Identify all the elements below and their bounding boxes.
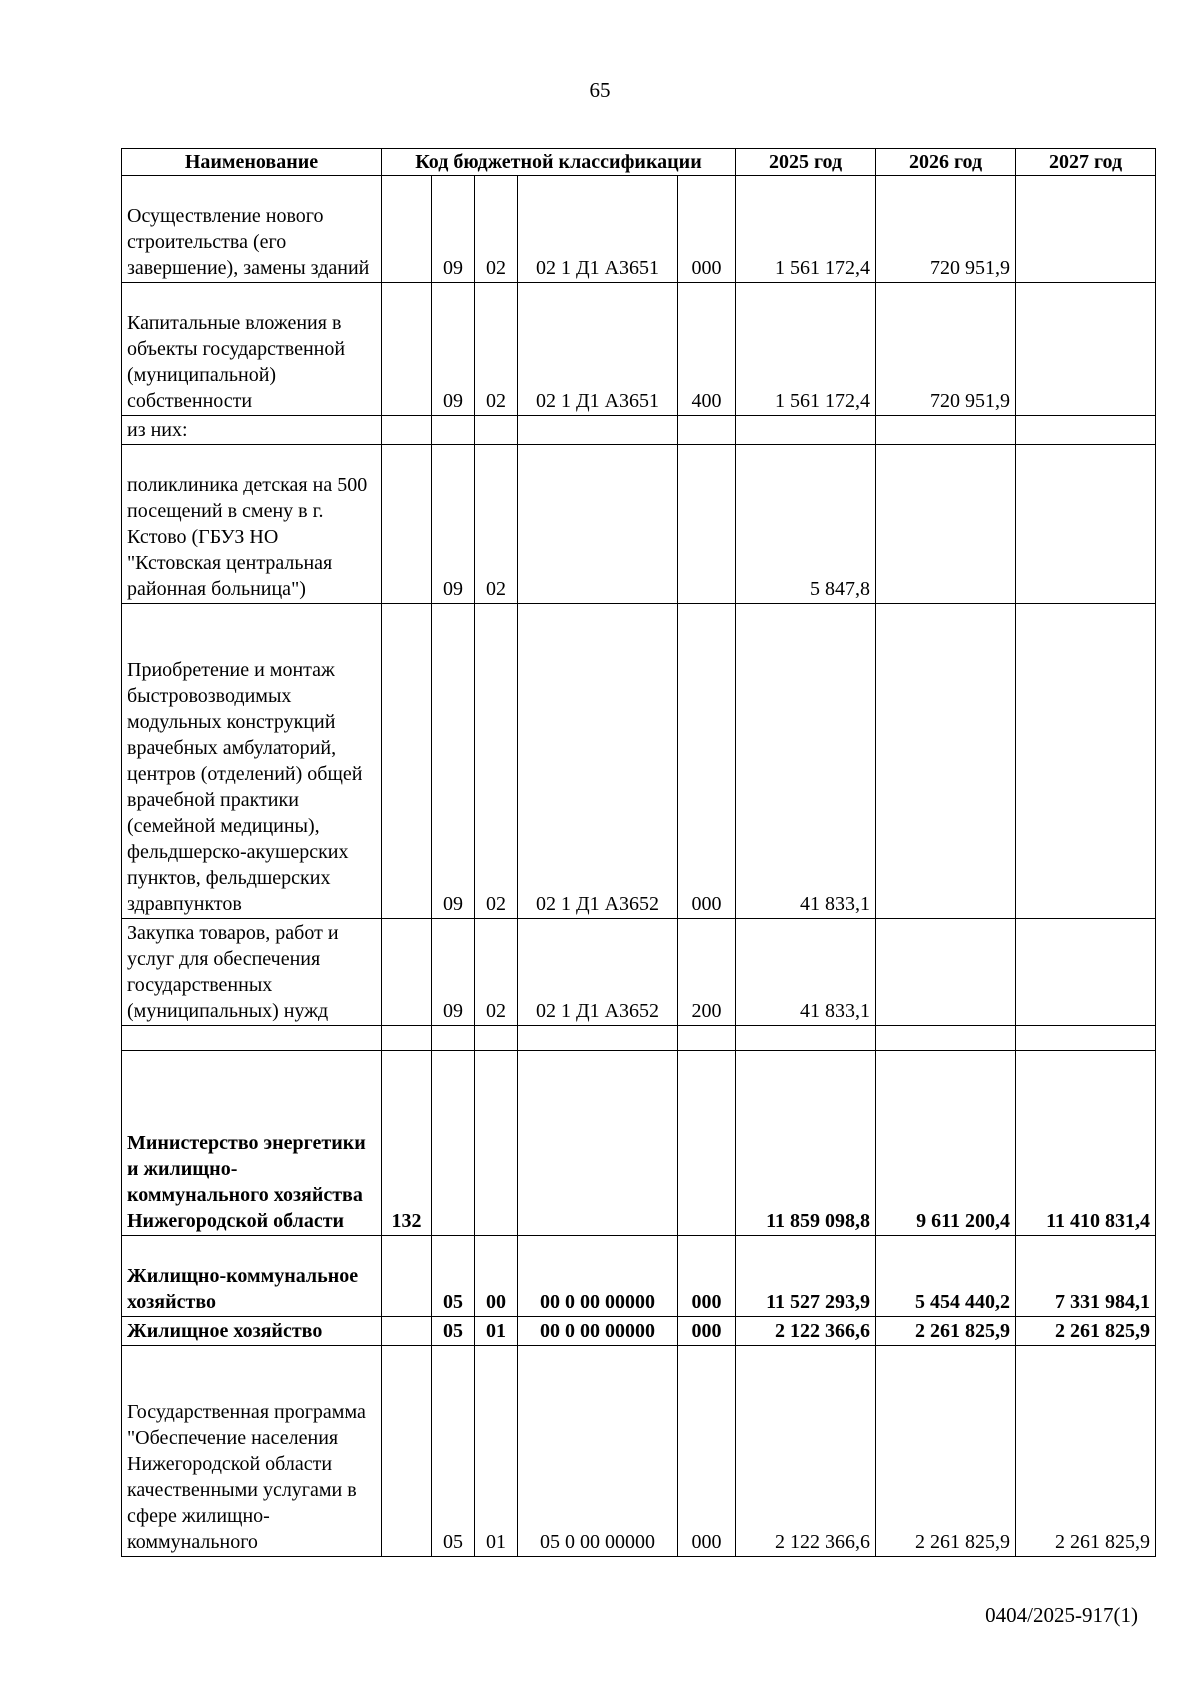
row-subsection: 02 xyxy=(475,445,518,604)
row-name xyxy=(122,1026,382,1051)
table-row xyxy=(122,1236,1156,1317)
row-2026: 2 261 825,9 xyxy=(876,1346,1016,1557)
row-type: 000 xyxy=(678,604,736,919)
row-2027: 11 410 831,4 xyxy=(1016,1051,1156,1236)
row-section: 09 xyxy=(432,283,475,416)
table-row xyxy=(122,176,1156,283)
row-ministry xyxy=(382,919,432,1026)
row-section: 05 xyxy=(432,1346,475,1557)
row-target: 02 1 Д1 А3651 xyxy=(518,283,678,416)
row-2026 xyxy=(876,919,1016,1026)
table-row xyxy=(122,416,1156,445)
row-subsection: 01 xyxy=(475,1346,518,1557)
row-section: 09 xyxy=(432,604,475,919)
row-type xyxy=(678,1051,736,1236)
row-target: 02 1 Д1 А3652 xyxy=(518,919,678,1026)
row-ministry xyxy=(382,283,432,416)
row-ministry xyxy=(382,1317,432,1346)
row-target: 02 1 Д1 А3652 xyxy=(518,604,678,919)
row-subsection xyxy=(475,1026,518,1051)
row-name: Закупка товаров, работ и услуг для обеспечения государственных (муниципальных) нужд xyxy=(122,919,382,1026)
row-2025: 11 527 293,9 xyxy=(736,1236,876,1317)
row-target xyxy=(518,1026,678,1051)
row-2025: 1 561 172,4 xyxy=(736,283,876,416)
page-number: 65 xyxy=(589,78,611,102)
row-type: 000 xyxy=(678,1346,736,1557)
row-ministry xyxy=(382,445,432,604)
row-2026: 9 611 200,4 xyxy=(876,1051,1016,1236)
row-section: 09 xyxy=(432,445,475,604)
row-ministry xyxy=(382,1236,432,1317)
row-2027 xyxy=(1016,283,1156,416)
row-name: Государственная программа "Обеспечение населения Нижегородской области качественными услугами в сфере жилищно-коммунального xyxy=(122,1346,382,1557)
row-ministry xyxy=(382,176,432,283)
row-section: 09 xyxy=(432,919,475,1026)
row-type: 000 xyxy=(678,1317,736,1346)
row-2027: 7 331 984,1 xyxy=(1016,1236,1156,1317)
budget-table xyxy=(121,148,1156,1557)
row-name: Осуществление нового строительства (его завершение), замены зданий xyxy=(122,176,382,283)
document-number: 0404/2025-917(1) xyxy=(985,1603,1138,1627)
row-name: Приобретение и монтаж быстровозводимых модульных конструкций врачебных амбулаторий, центров (отделений) общей врачебной практики (семейной медицины), фельдшерско-акушерских пунктов, фельдшерских здравпунктов xyxy=(122,604,382,919)
table-row xyxy=(122,919,1156,1026)
table-row xyxy=(122,1051,1156,1236)
row-2026 xyxy=(876,445,1016,604)
row-2027 xyxy=(1016,604,1156,919)
table-row xyxy=(122,445,1156,604)
row-2027 xyxy=(1016,445,1156,604)
row-2026: 5 454 440,2 xyxy=(876,1236,1016,1317)
row-ministry xyxy=(382,1026,432,1051)
header-2025: 2025 год xyxy=(736,149,876,176)
row-2026: 2 261 825,9 xyxy=(876,1317,1016,1346)
row-2025: 11 859 098,8 xyxy=(736,1051,876,1236)
row-subsection: 02 xyxy=(475,176,518,283)
header-2027: 2027 год xyxy=(1016,149,1156,176)
row-subsection: 02 xyxy=(475,919,518,1026)
row-section xyxy=(432,1051,475,1236)
row-type: 400 xyxy=(678,283,736,416)
row-2025: 41 833,1 xyxy=(736,919,876,1026)
table-row xyxy=(122,1346,1156,1557)
row-section: 09 xyxy=(432,176,475,283)
row-target xyxy=(518,1051,678,1236)
row-subsection xyxy=(475,1051,518,1236)
row-2026: 720 951,9 xyxy=(876,176,1016,283)
row-target: 05 0 00 00000 xyxy=(518,1346,678,1557)
row-type xyxy=(678,445,736,604)
row-2025 xyxy=(736,416,876,445)
row-ministry: 132 xyxy=(382,1051,432,1236)
row-section: 05 xyxy=(432,1317,475,1346)
row-type xyxy=(678,416,736,445)
row-2027 xyxy=(1016,176,1156,283)
row-subsection xyxy=(475,416,518,445)
row-ministry xyxy=(382,604,432,919)
row-section: 05 xyxy=(432,1236,475,1317)
row-name: Капитальные вложения в объекты государственной (муниципальной) собственности xyxy=(122,283,382,416)
row-2026: 720 951,9 xyxy=(876,283,1016,416)
table-row-empty xyxy=(122,1026,1156,1051)
row-section xyxy=(432,416,475,445)
row-type: 200 xyxy=(678,919,736,1026)
row-2027 xyxy=(1016,919,1156,1026)
row-section xyxy=(432,1026,475,1051)
row-name: Жилищное хозяйство xyxy=(122,1317,382,1346)
row-ministry xyxy=(382,416,432,445)
row-ministry xyxy=(382,1346,432,1557)
row-2025: 2 122 366,6 xyxy=(736,1346,876,1557)
row-type: 000 xyxy=(678,176,736,283)
table-row xyxy=(122,1317,1156,1346)
row-2027: 2 261 825,9 xyxy=(1016,1317,1156,1346)
row-subsection: 00 xyxy=(475,1236,518,1317)
row-name: Министерство энергетики и жилищно-коммунального хозяйства Нижегородской области xyxy=(122,1051,382,1236)
row-subsection: 02 xyxy=(475,283,518,416)
row-2027: 2 261 825,9 xyxy=(1016,1346,1156,1557)
header-2026: 2026 год xyxy=(876,149,1016,176)
row-2025: 5 847,8 xyxy=(736,445,876,604)
table-row xyxy=(122,283,1156,416)
row-2025: 2 122 366,6 xyxy=(736,1317,876,1346)
row-target xyxy=(518,445,678,604)
row-2026 xyxy=(876,1026,1016,1051)
row-name: из них: xyxy=(122,416,382,445)
row-target: 00 0 00 00000 xyxy=(518,1317,678,1346)
row-target xyxy=(518,416,678,445)
header-code: Код бюджетной классификации xyxy=(382,149,736,176)
row-2025: 1 561 172,4 xyxy=(736,176,876,283)
row-type xyxy=(678,1026,736,1051)
row-target: 02 1 Д1 А3651 xyxy=(518,176,678,283)
row-2027 xyxy=(1016,1026,1156,1051)
table-header-row xyxy=(122,149,1156,176)
row-2027 xyxy=(1016,416,1156,445)
row-2026 xyxy=(876,604,1016,919)
row-type: 000 xyxy=(678,1236,736,1317)
row-2025 xyxy=(736,1026,876,1051)
row-2025: 41 833,1 xyxy=(736,604,876,919)
header-name: Наименование xyxy=(122,149,382,176)
table-row xyxy=(122,604,1156,919)
row-subsection: 02 xyxy=(475,604,518,919)
row-name: поликлиника детская на 500 посещений в смену в г. Кстово (ГБУЗ НО "Кстовская центральная районная больница") xyxy=(122,445,382,604)
row-target: 00 0 00 00000 xyxy=(518,1236,678,1317)
row-2026 xyxy=(876,416,1016,445)
row-name: Жилищно-коммунальное хозяйство xyxy=(122,1236,382,1317)
row-subsection: 01 xyxy=(475,1317,518,1346)
